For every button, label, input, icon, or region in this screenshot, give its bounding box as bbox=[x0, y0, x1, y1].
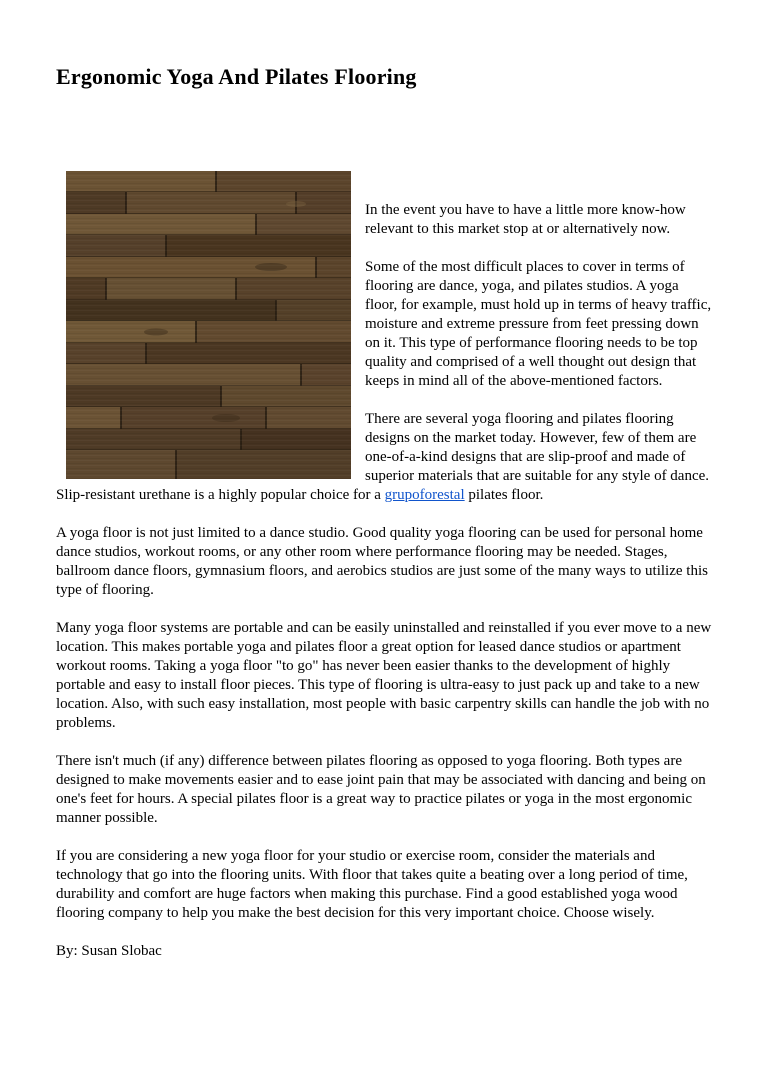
paragraph: Many yoga floor systems are portable and can be easily uninstalled and reinstalled if you ever move to a new location. This makes portable yoga and pilates floor a great option for leased dance studios or apartment workout rooms. Taking a yoga floor "to go" has never been easier thanks to the development of highly portable and easy to install floor pieces. This type of flooring is ultra-easy to just pack up and take to a new location. Also, with such easy installation, most people with basic carpentry skills can handle the job with no problems. bbox=[56, 620, 712, 731]
paragraph: If you are considering a new yoga floor for your studio or exercise room, consider the materials and technology that go into the flooring units. With floor that takes quite a beating over a long period of time, durability and comfort are huge factors when making this purchase. Find a good established yoga wood flooring company to help you make the best decision for this very important choice. Choose wisely. bbox=[56, 848, 688, 921]
article-body bbox=[56, 171, 712, 980]
grupoforestal-link[interactable]: grupoforestal bbox=[384, 487, 465, 503]
paragraph: A yoga floor is not just limited to a dance studio. Good quality yoga flooring can be used for personal home dance studios, workout rooms, or any other room where performance flooring may be needed. Stages, ballroom dance floors, gymnasium floors, and aerobics studios are just some of the many ways to utilize this type of flooring. bbox=[56, 525, 708, 598]
page-title: Ergonomic Yoga And Pilates Flooring bbox=[56, 64, 417, 89]
paragraph-intro: In the event you have to have a little more know-how relevant to this market stop at or alternatively now. bbox=[365, 202, 686, 237]
wood-flooring-image bbox=[66, 171, 351, 479]
wood-flooring-graphic bbox=[66, 171, 351, 479]
paragraph-text-after-link: pilates floor. bbox=[464, 487, 544, 503]
byline: By: Susan Slobac bbox=[56, 943, 162, 959]
paragraph-text-before-link: There are several yoga flooring and pilates flooring designs on the market today. However, few of them are one-of-a-kind designs that are slip-proof and made of superior materials that are suitable for any style of dance. Slip-resistant urethane is a highly popular choice for a bbox=[56, 411, 710, 503]
paragraph: Some of the most difficult places to cover in terms of flooring are dance, yoga, and pilates studios. A yoga floor, for example, must hold up in terms of heavy traffic, moisture and extreme pressure from feet pressing down on it. This type of performance flooring needs to be top quality and comprised of a well thought out design that keeps in mind all of the above-mentioned factors. bbox=[365, 259, 712, 389]
paragraph: There isn't much (if any) difference between pilates flooring as opposed to yoga flooring. Both types are designed to make movements easier and to ease joint pain that may be associated with dancing and being on one's feet for hours. A special pilates floor is a great way to practice pilates or yoga in the most ergonomic manner possible. bbox=[56, 753, 706, 826]
